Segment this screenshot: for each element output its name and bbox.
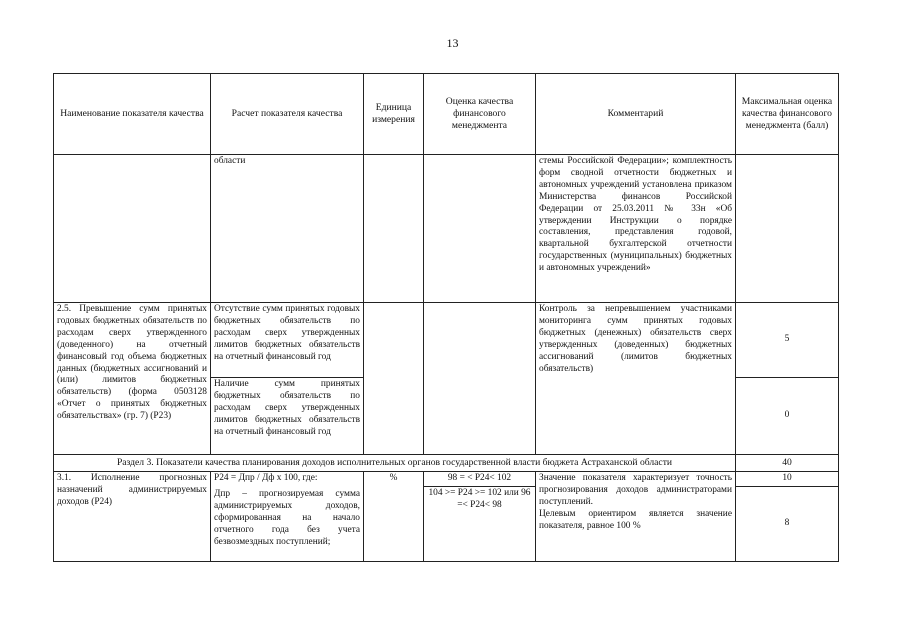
indicator-3-1-comment-1: Значение показателя характеризует точность прогнозирования доходов администраторами поступлений.	[539, 473, 732, 507]
indicator-2-5-calc-absent: Отсутствие сумм принятых годовых бюджетных обязательств по расходам сверх утвержденных лимитов бюджетных обязательств на отчетный финансовый год	[211, 303, 364, 378]
indicator-3-1-eval-a: 98 = < P24< 102	[424, 472, 536, 487]
indicator-3-1-formula: P24 = Дпр / Дф x 100, где:	[214, 473, 318, 483]
indicator-2-5-name: 2.5. Превышение сумм принятых годовых бюджетных обязательств по расходам сверх утвержденного (доведенного) на отчетный финансовый год объема бюджетных данных (бюджетных ассигнований и (или) лимитов бюджетных обязательств) (форма 0503128 «Отчет о принятых бюджетных обязательствах» (гр. 7) (P23)	[54, 303, 211, 455]
indicator-2-5-comment: Контроль за непревышением участниками мониторинга сумм принятых годовых бюджетных (денежных) обязательств сверх утвержденных (доведенных) бюджетных ассигнований (лимитов бюджетных обязательств)	[536, 303, 736, 455]
indicator-3-1-comment-2: Целевым ориентиром является значение показателя, равное 100 %	[539, 508, 732, 531]
indicator-2-5-score-absent: 5	[736, 303, 839, 378]
cell-empty	[364, 155, 424, 303]
indicator-3-1-name: 3.1. Исполнение прогнозных назначений администрируемых доходов (P24)	[54, 472, 211, 562]
table-row	[54, 303, 839, 378]
table-header-row	[54, 74, 839, 155]
header-comment: Комментарий	[536, 74, 736, 155]
section-3-title: Раздел 3. Показатели качества планирования доходов исполнительных органов государственной власти бюджета Астраханской области	[54, 455, 736, 472]
indicator-3-1-score-b: 8	[736, 486, 839, 561]
cell-empty	[364, 303, 424, 455]
cell-empty	[424, 303, 536, 455]
table-row	[54, 155, 839, 303]
header-max-score: Максимальная оценка качества финансового менеджмента (балл)	[736, 74, 839, 155]
header-calculation: Расчет показателя качества	[211, 74, 364, 155]
cell-empty	[54, 155, 211, 303]
cell-empty	[736, 155, 839, 303]
indicator-3-1-comment	[536, 472, 736, 562]
indicator-3-1-score-a: 10	[736, 472, 839, 487]
header-assessment: Оценка качества финансового менеджмента	[424, 74, 536, 155]
quality-indicators-table	[53, 73, 839, 562]
comment-continued: стемы Российской Федерации»; комплектность форм сводной отчетности бюджетных и автономных учреждений установлена приказом Министерства финансов Российской Федерации от 25.03.2011 № 33н «Об утверждении Инструкции о порядке составления, представления годовой, квартальной бухгалтерской отчетности государственных (муниципальных) бюджетных и автономных учреждений»	[536, 155, 736, 303]
indicator-3-1-unit: %	[364, 472, 424, 562]
indicator-2-5-calc-present: Наличие сумм принятых бюджетных обязательств по расходам сверх утвержденных лимитов бюджетных обязательств на отчетный финансовый год	[211, 378, 364, 455]
indicator-3-1-eval-b: 104 >= P24 >= 102 или 96 =< P24< 98	[424, 486, 536, 561]
calc-continued: области	[211, 155, 364, 303]
header-unit: Единица измерения	[364, 74, 424, 155]
section-3-score: 40	[736, 455, 839, 472]
section-3-row	[54, 455, 839, 472]
page-number: 13	[446, 36, 459, 50]
indicator-3-1-formula-note: Дпр – прогнозируемая сумма администрируемых доходов, сформированная на начало отчетного года без учета безвозмездных поступлений;	[214, 488, 360, 547]
indicator-2-5-score-present: 0	[736, 378, 839, 455]
table-row	[54, 472, 839, 487]
cell-empty	[424, 155, 536, 303]
indicator-3-1-calc	[211, 472, 364, 562]
header-indicator-name: Наименование показателя качества	[54, 74, 211, 155]
